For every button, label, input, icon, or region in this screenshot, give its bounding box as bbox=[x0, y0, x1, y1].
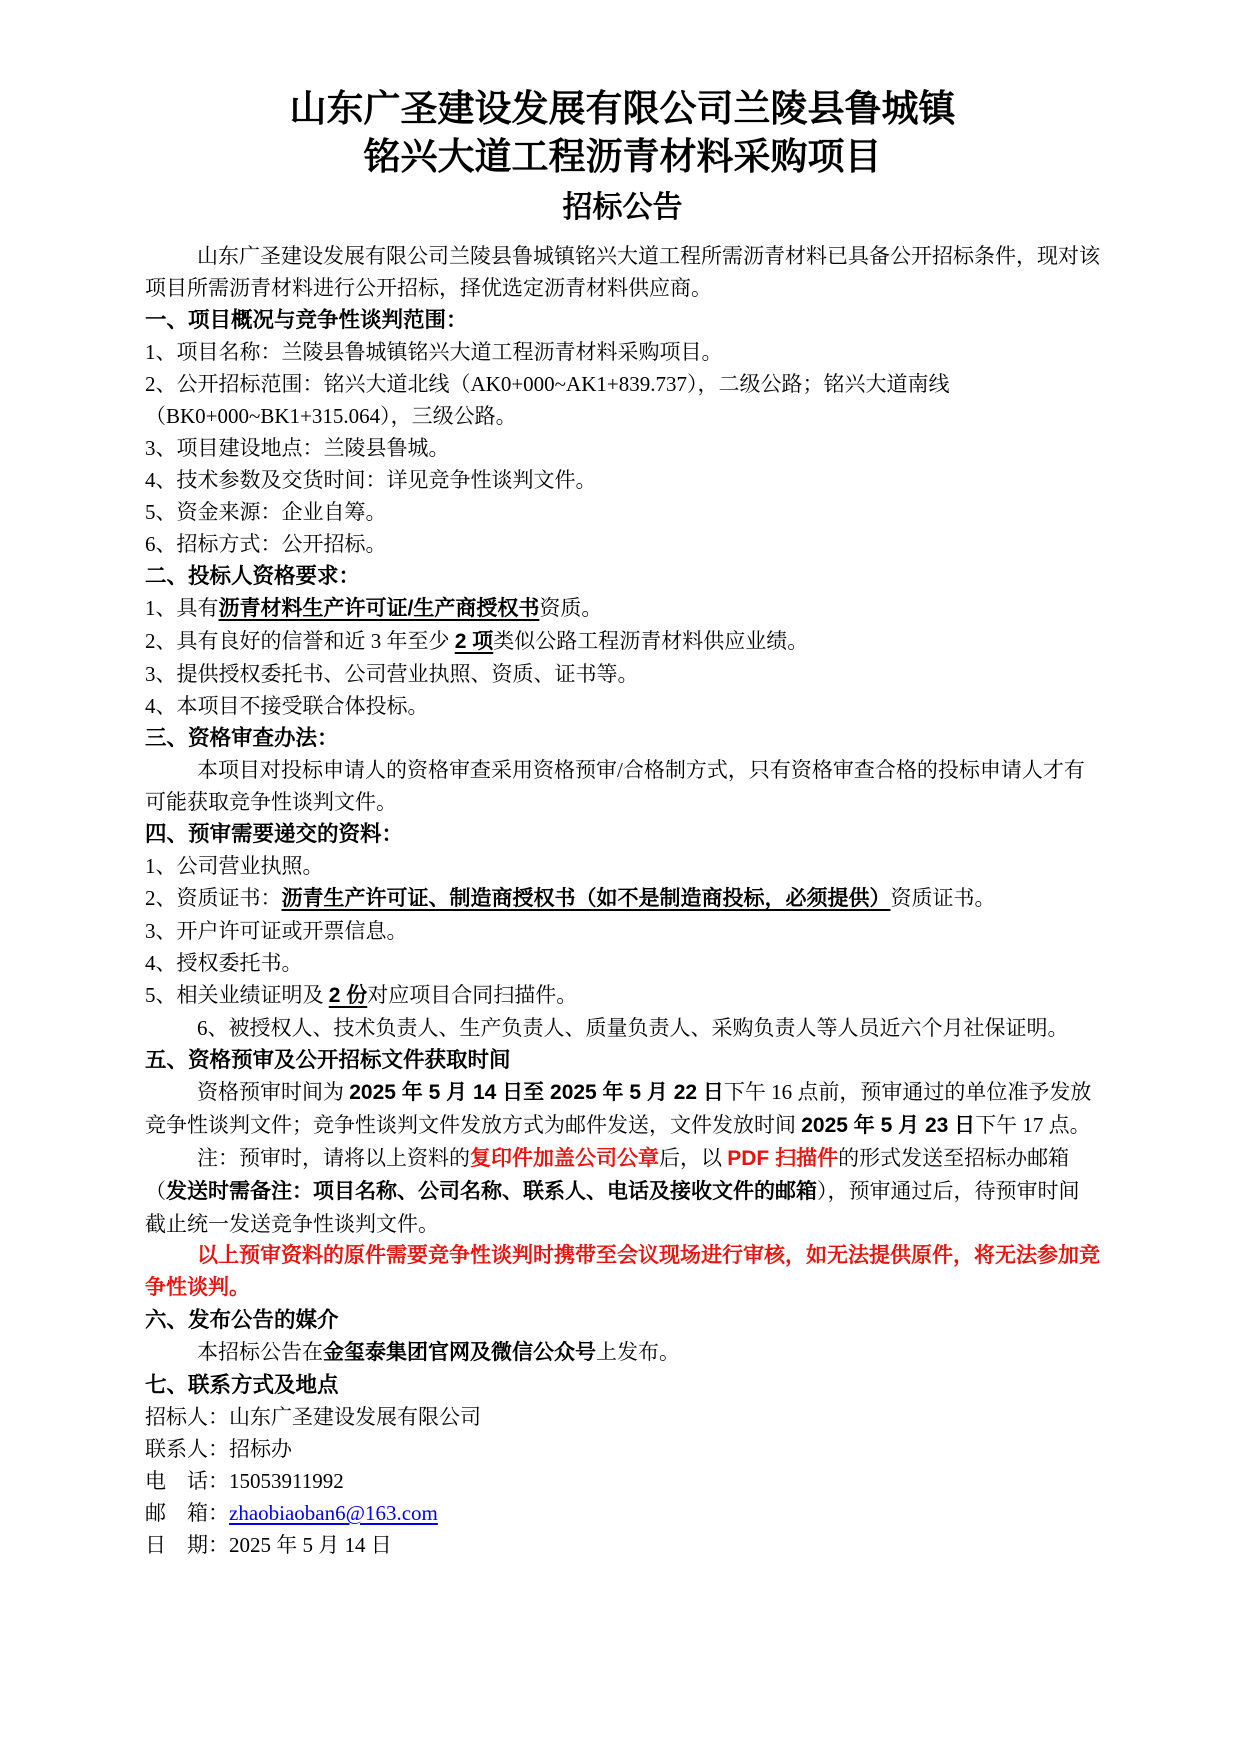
s1-item-2: 2、公开招标范围：铭兴大道北线（AK0+000~AK1+839.737），二级公路；铭兴大道南线（BK0+000~BK1+315.064），三级公路。 bbox=[145, 372, 950, 428]
bidder-label: 招标人： bbox=[145, 1405, 229, 1429]
s5-text-3: 下午 17 点。 bbox=[975, 1113, 1091, 1137]
s2-item-2-text: 2、具有良好的信誉和近 3 年至少 bbox=[145, 629, 455, 653]
s2-item-1-emphasis: 沥青材料生产许可证/生产商授权书 bbox=[218, 597, 540, 620]
contact-email-line bbox=[145, 1497, 1100, 1529]
s4-item-2-emphasis: 沥青生产许可证、制造商授权书（如不是制造商投标，必须提供） bbox=[281, 887, 891, 910]
s2-item-1-text: 1、具有 bbox=[145, 596, 219, 620]
section-6-heading: 六、发布公告的媒介 bbox=[145, 1308, 339, 1332]
s2-item-2 bbox=[145, 625, 1100, 658]
s5-warning-paragraph: 以上预审资料的原件需要竞争性谈判时携带至会议现场进行审核，如无法提供原件，将无法参加竞争性谈判。 bbox=[145, 1244, 1100, 1299]
s5-date-range: 2025 年 5 月 14 日至 2025 年 5 月 22 日 bbox=[349, 1081, 724, 1104]
s5-note-text-4: ），预审通过后，待预审时间截止统一发送竞争性谈判文件。 bbox=[145, 1179, 1080, 1236]
doc-title-line1: 山东广圣建设发展有限公司兰陵县鲁城镇 bbox=[289, 89, 956, 130]
email-link[interactable]: zhaobiaoban6@163.com bbox=[229, 1501, 438, 1525]
contact-value: 招标办 bbox=[229, 1437, 292, 1461]
contact-phone-line bbox=[145, 1465, 1100, 1497]
s5-note-text-2: 后，以 bbox=[659, 1146, 728, 1170]
s4-item-2 bbox=[145, 882, 1100, 915]
s4-item-6: 6、被授权人、技术负责人、生产负责人、质量负责人、采购负责人等人员近六个月社保证明。 bbox=[197, 1016, 1069, 1040]
s4-item-5-text: 5、相关业绩证明及 bbox=[145, 983, 329, 1007]
s4-item-5-emphasis: 2 份 bbox=[328, 984, 368, 1007]
doc-subtitle: 招标公告 bbox=[562, 191, 683, 224]
s5-note-paragraph bbox=[145, 1142, 1100, 1240]
s5-note-red-1: 复印件加盖公司公章 bbox=[470, 1147, 659, 1170]
section-2-heading: 二、投标人资格要求： bbox=[145, 564, 361, 588]
intro-paragraph: 山东广圣建设发展有限公司兰陵县鲁城镇铭兴大道工程所需沥青材料已具备公开招标条件，现对该项目所需沥青材料进行公开招标，择优选定沥青材料供应商。 bbox=[145, 244, 1100, 300]
s4-item-4: 4、授权委托书。 bbox=[145, 951, 303, 975]
s1-item-3: 3、项目建设地点：兰陵县鲁城。 bbox=[145, 436, 450, 460]
phone-value: 15053911992 bbox=[229, 1469, 344, 1493]
s1-item-5: 5、资金来源：企业自筹。 bbox=[145, 500, 387, 524]
s2-item-2-emphasis: 2 项 bbox=[454, 630, 494, 653]
email-label: 邮 箱： bbox=[145, 1501, 229, 1525]
s1-item-1: 1、项目名称：兰陵县鲁城镇铭兴大道工程沥青材料采购项目。 bbox=[145, 340, 723, 364]
s4-item-3: 3、开户许可证或开票信息。 bbox=[145, 919, 408, 943]
s4-item-1: 1、公司营业执照。 bbox=[145, 854, 324, 878]
document-body bbox=[145, 240, 1100, 1561]
contact-bidder-line bbox=[145, 1401, 1100, 1433]
s5-text-2: 下午 16 点前，预审通过的单位准予发放竞争性谈判文件；竞争性谈判文件发放方式为邮件发送，文件发放时间 bbox=[145, 1080, 1092, 1137]
s5-text-1: 资格预审时间为 bbox=[197, 1080, 350, 1104]
doc-title bbox=[145, 86, 1100, 182]
s2-item-3: 3、提供授权委托书、公司营业执照、资质、证书等。 bbox=[145, 662, 639, 686]
date-label: 日 期： bbox=[145, 1533, 229, 1557]
s3-paragraph: 本项目对投标申请人的资格审查采用资格预审/合格制方式，只有资格审查合格的投标申请人才有可能获取竞争性谈判文件。 bbox=[145, 758, 1085, 814]
s1-item-4: 4、技术参数及交货时间：详见竞争性谈判文件。 bbox=[145, 468, 597, 492]
s4-item-2-tail: 资质证书。 bbox=[890, 886, 996, 910]
doc-title-line2: 铭兴大道工程沥青材料采购项目 bbox=[363, 137, 882, 178]
s2-item-4: 4、本项目不接受联合体投标。 bbox=[145, 694, 429, 718]
s2-item-1 bbox=[145, 592, 1100, 625]
s2-item-1-tail: 资质。 bbox=[539, 596, 603, 620]
s5-note-red-2: PDF 扫描件 bbox=[727, 1147, 839, 1170]
s2-item-2-tail: 类似公路工程沥青材料供应业绩。 bbox=[493, 629, 809, 653]
section-5-heading: 五、资格预审及公开招标文件获取时间 bbox=[145, 1048, 511, 1072]
s1-item-6: 6、招标方式：公开招标。 bbox=[145, 532, 387, 556]
phone-label: 电 话： bbox=[145, 1469, 229, 1493]
s6-text-1: 本招标公告在 bbox=[197, 1340, 323, 1364]
s6-paragraph bbox=[145, 1336, 1100, 1369]
contact-label: 联系人： bbox=[145, 1437, 229, 1461]
s5-issue-date: 2025 年 5 月 23 日 bbox=[801, 1114, 976, 1137]
date-value: 2025 年 5 月 14 日 bbox=[229, 1533, 392, 1557]
section-4-heading: 四、预审需要递交的资料： bbox=[145, 822, 404, 846]
section-1-heading: 一、项目概况与竞争性谈判范围： bbox=[145, 308, 468, 332]
section-3-heading: 三、资格审查办法： bbox=[145, 726, 339, 750]
contact-date-line bbox=[145, 1529, 1100, 1561]
s5-note-text-1: 注：预审时，请将以上资料的 bbox=[197, 1146, 470, 1170]
s5-note-bold: 发送时需备注：项目名称、公司名称、联系人、电话及接收文件的邮箱 bbox=[166, 1180, 817, 1203]
section-7-heading: 七、联系方式及地点 bbox=[145, 1373, 339, 1397]
s5-paragraph bbox=[145, 1076, 1100, 1142]
s4-item-2-text: 2、资质证书： bbox=[145, 886, 282, 910]
contact-person-line bbox=[145, 1433, 1100, 1465]
s6-text-2: 上发布。 bbox=[596, 1340, 680, 1364]
s4-item-5-tail: 对应项目合同扫描件。 bbox=[367, 983, 578, 1007]
s5-note-text-3: 的形式发送至招标办邮箱（ bbox=[145, 1146, 1070, 1203]
bidder-value: 山东广圣建设发展有限公司 bbox=[229, 1405, 481, 1429]
s4-item-5 bbox=[145, 979, 1100, 1012]
s6-media-names: 金玺泰集团官网及微信公众号 bbox=[323, 1341, 596, 1364]
